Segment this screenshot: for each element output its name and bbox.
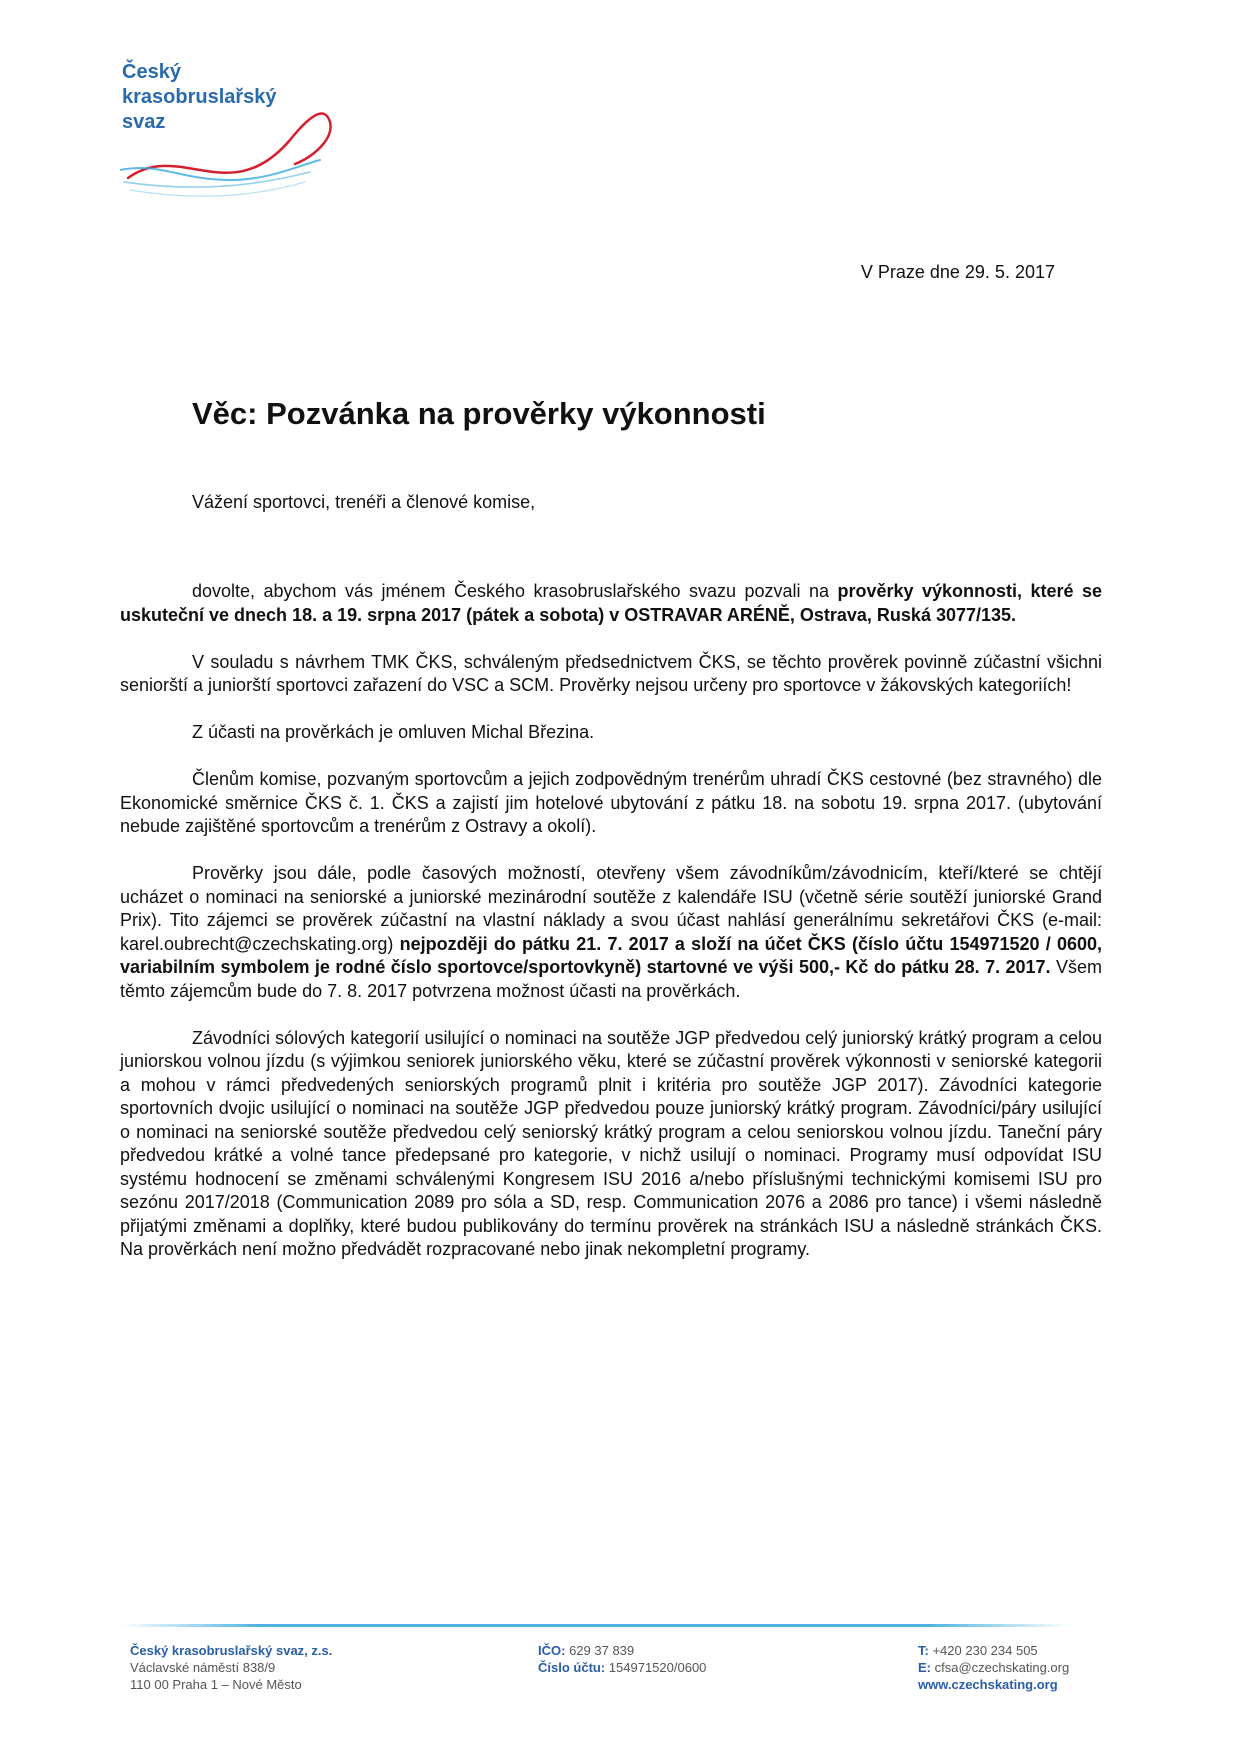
footer-contact [918,1642,1069,1693]
invitation-details: prověrky výkonnosti, které se uskuteční ve dnech 18. a 19. srpna 2017 (pátek a sobota) v OSTRAVAR ARÉNĚ, Ostrava, Ruská 3077/135. [120,581,1102,625]
entry-deadline: nejpozději do pátku 21. 7. 2017 a složí na účet ČKS (číslo účtu 154971520 / 0600, variabilním symbolem je rodné číslo sportovce/sportovkyně) startovné ve výši 500,- Kč do pátku 28. 7. 2017. [120,933,1102,977]
logo-line-3: svaz [122,111,166,133]
footer-org-city: 110 00 Praha 1 – Nové Město [130,1677,302,1692]
footer-divider [120,1621,1070,1631]
footer-email[interactable]: E: cfsa@czechskating.org [918,1660,1070,1675]
paragraph-invitation: dovolte, abychom vás jménem Českého krasobruslařského svazu pozvali na prověrky výkonnosti, které se uskuteční ve dnech 18. a 19. srpna 2017 (pátek a sobota) v OSTRAVAR ARÉNĚ, Ostrava, Ruská 3077/135. [120,581,1102,625]
logo-text [122,60,277,135]
footer-phone: T: +420 230 234 505 [918,1643,1038,1658]
footer-website-link[interactable]: www.czechskating.org [918,1677,1058,1692]
paragraph-reimbursement: Členům komise, pozvaným sportovcům a jejich zodpovědným trenérům uhradí ČKS cestovné (bez stravného) dle Ekonomické směrnice ČKS č. 1. ČKS a zajistí jim hotelové ubytování z pátku 18. na sobotu 19. srpna 2017. (ubytování nebude zajištěné sportovcům a trenérům z Ostravy a okolí). [120,769,1102,836]
logo-line-1: Český [122,61,181,83]
footer-account: Číslo účtu: 154971520/0600 [538,1660,707,1675]
logo-line-2: krasobruslařský [122,86,277,108]
footer-ico: IČO: 629 37 839 [538,1643,635,1658]
paragraph-open-entry: Prověrky jsou dále, podle časových možností, otevřeny všem závodníkům/závodnicím, kteří/které se chtějí ucházet o nominaci na seniorské a juniorské mezinárodní soutěže z kalendáře ISU (včetně série soutěží juniorské Grand Prix). Tito zájemci se prověrek zúčastní na vlastní náklady a svou účast nahlásí generálnímu sekretářovi ČKS (e-mail: karel.oubrecht@czechskating.org) nejpozději do pátku 21. 7. 2017 a složí na účet ČKS (číslo účtu 154971520 / 0600, variabilním symbolem je rodné číslo sportovce/sportovkyně) startovné ve výši 500,- Kč do pátku 28. 7. 2017. Všem těmto zájemcům bude do 7. 8. 2017 potvrzena možnost účasti na prověrkách. [120,863,1102,1001]
footer-org-name: Český krasobruslařský svaz, z.s. [130,1643,333,1658]
letter-greeting: Vážení sportovci, trenéři a členové komise, [192,492,536,512]
paragraph-excused: Z účasti na prověrkách je omluven Michal Březina. [192,722,595,742]
paragraph-programs: Závodníci sólových kategorií usilující o nominaci na soutěže JGP předvedou celý juniorský krátký program a celou juniorskou volnou jízdu (s výjimkou seniorek juniorského věku, které se zúčastní prověrek výkonnosti v seniorské kategorii a mohou v rámci předvedených seniorských programů plnit i kritéria pro soutěže JGP 2017). Závodníci kategorie sportovních dvojic usilující o nominaci na soutěže JGP předvedou pouze juniorský krátký program. Závodníci/páry usilující o nominaci na seniorské soutěže předvedou celý seniorský krátký program a celou seniorskou volnou jízdu. Taneční páry předvedou krátké a volné tance předepsané pro kategorie, v nichž usilují o nominaci. Programy musí odpovídat ISU systému hodnocení se změnami schválenými Kongresem ISU 2016 a/nebo příslušnými technickými komisemi ISU pro sezónu 2017/2018 (Communication 2089 pro sóla a SD, resp. Communication 2076 a 2086 pro tance) i všemi následně přijatými změnami a doplňky, které budou publikovány do termínu prověrek na stránkách ISU a následně stránkách ČKS. Na prověrkách není možno předvádět rozpracované nebo jinak nekompletní programy. [120,1027,1102,1259]
footer-ids [538,1642,706,1676]
letter-date: V Praze dne 29. 5. 2017 [860,262,1055,282]
letterhead-logo [120,60,360,210]
footer-org-street: Václavské náměstí 838/9 [130,1660,276,1675]
paragraph-obligation: V souladu s návrhem TMK ČKS, schváleným předsednictvem ČKS, se těchto prověrek povinně zúčastní všichni seniorští a juniorští sportovci zařazení do VSC a SCM. Prověrky nejsou určeny pro sportovce v žákovských kategoriích! [120,651,1102,695]
letter-subject: Věc: Pozvánka na prověrky výkonnosti [192,396,766,431]
footer-organization [130,1642,332,1693]
letter-body [120,580,1102,1285]
